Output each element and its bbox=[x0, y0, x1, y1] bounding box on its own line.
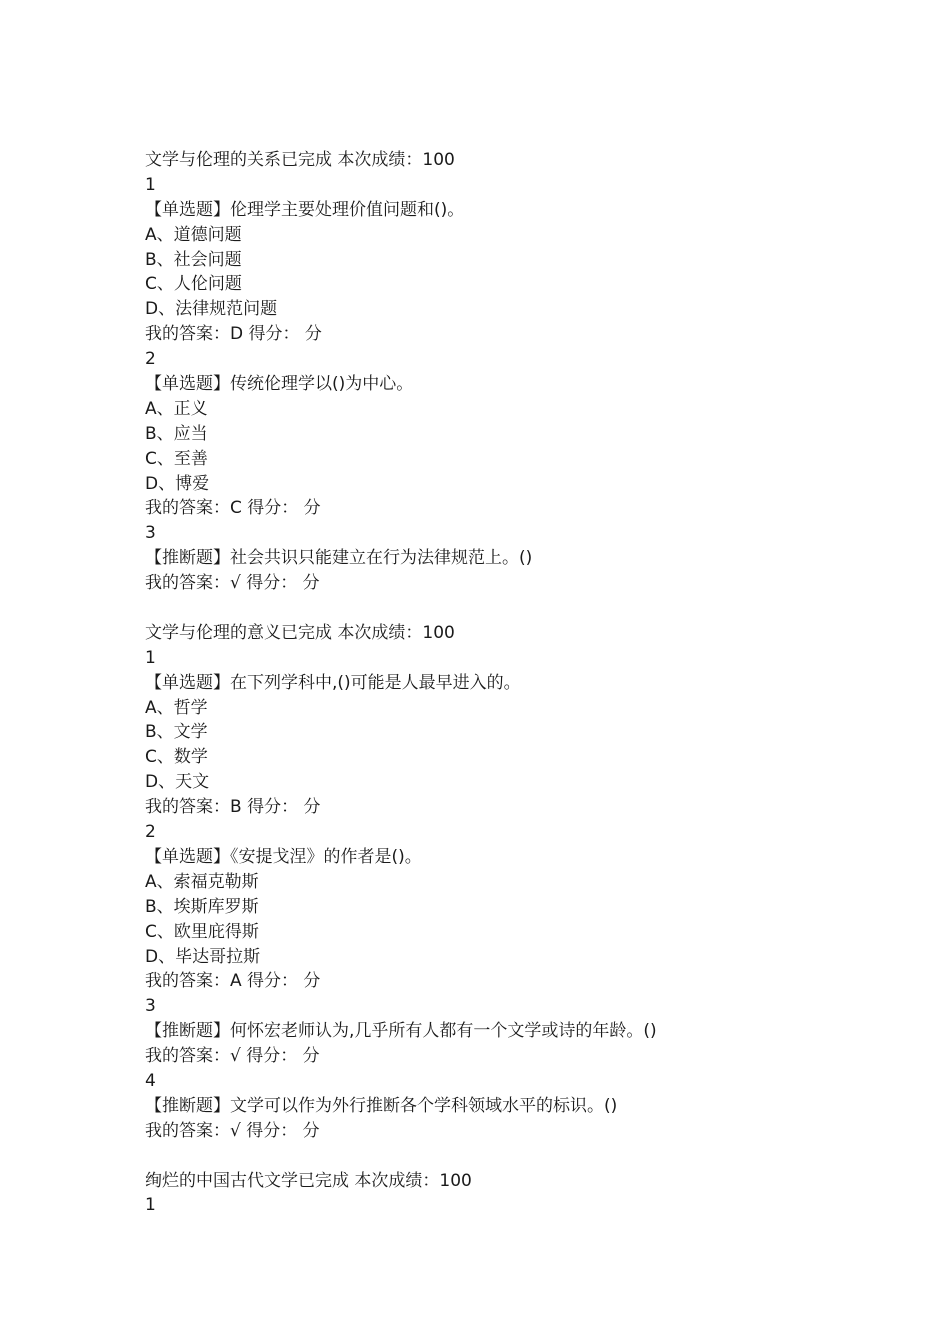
question-block bbox=[145, 646, 925, 820]
question-number: 2 bbox=[145, 349, 156, 370]
question-number: 3 bbox=[145, 523, 156, 544]
question-block bbox=[145, 820, 925, 994]
question-stem: 【推断题】何怀宏老师认为,几乎所有人都有一个文学或诗的年龄。() bbox=[145, 1021, 657, 1042]
question-block bbox=[145, 994, 925, 1069]
question-block bbox=[145, 1069, 925, 1144]
my-answer: 我的答案：A 得分： 分 bbox=[145, 971, 321, 992]
question-block bbox=[145, 173, 925, 347]
section-3 bbox=[145, 1169, 925, 1219]
question-number: 1 bbox=[145, 647, 156, 668]
my-answer: 我的答案：√ 得分： 分 bbox=[145, 573, 320, 594]
option-d: D、天文 bbox=[145, 772, 210, 793]
option-a: A、哲学 bbox=[145, 697, 208, 718]
section-1 bbox=[145, 148, 925, 596]
option-a: A、正义 bbox=[145, 398, 208, 419]
question-block bbox=[145, 521, 925, 596]
question-stem: 【单选题】《安提戈涅》的作者是()。 bbox=[145, 846, 422, 867]
section-heading: 绚烂的中国古代文学已完成 本次成绩：100 bbox=[145, 1170, 472, 1191]
option-c: C、欧里庇得斯 bbox=[145, 921, 259, 942]
option-a: A、道德问题 bbox=[145, 224, 242, 245]
my-answer: 我的答案：C 得分： 分 bbox=[145, 498, 321, 519]
option-c: C、至善 bbox=[145, 448, 208, 469]
question-block bbox=[145, 347, 925, 521]
document-page bbox=[145, 148, 925, 1218]
option-d: D、法律规范问题 bbox=[145, 299, 278, 320]
option-b: B、社会问题 bbox=[145, 249, 242, 270]
option-d: D、毕达哥拉斯 bbox=[145, 946, 261, 967]
question-number: 4 bbox=[145, 1070, 156, 1091]
option-a: A、索福克勒斯 bbox=[145, 871, 259, 892]
option-b: B、文学 bbox=[145, 722, 208, 743]
option-c: C、数学 bbox=[145, 747, 208, 768]
question-stem: 【单选题】在下列学科中,()可能是人最早进入的。 bbox=[145, 672, 521, 693]
section-heading: 文学与伦理的关系已完成 本次成绩：100 bbox=[145, 150, 455, 170]
question-number: 3 bbox=[145, 996, 156, 1017]
question-number: 2 bbox=[145, 822, 156, 843]
my-answer: 我的答案：√ 得分： 分 bbox=[145, 1046, 320, 1067]
question-block bbox=[145, 1193, 925, 1218]
section-spacer bbox=[145, 1144, 925, 1169]
section-heading: 文学与伦理的意义已完成 本次成绩：100 bbox=[145, 622, 455, 643]
question-stem: 【单选题】传统伦理学以()为中心。 bbox=[145, 374, 414, 395]
section-2 bbox=[145, 621, 925, 1144]
question-stem: 【单选题】伦理学主要处理价值问题和()。 bbox=[145, 199, 465, 220]
my-answer: 我的答案：D 得分： 分 bbox=[145, 324, 322, 345]
option-c: C、人伦问题 bbox=[145, 274, 242, 295]
option-d: D、博爱 bbox=[145, 473, 210, 494]
question-number: 1 bbox=[145, 174, 156, 195]
option-b: B、应当 bbox=[145, 423, 208, 444]
my-answer: 我的答案：B 得分： 分 bbox=[145, 797, 321, 818]
option-b: B、埃斯库罗斯 bbox=[145, 896, 259, 917]
question-number: 1 bbox=[145, 1195, 156, 1216]
question-stem: 【推断题】社会共识只能建立在行为法律规范上。() bbox=[145, 548, 533, 569]
section-spacer bbox=[145, 596, 925, 621]
my-answer: 我的答案：√ 得分： 分 bbox=[145, 1120, 320, 1141]
question-stem: 【推断题】文学可以作为外行推断各个学科领域水平的标识。() bbox=[145, 1095, 618, 1116]
